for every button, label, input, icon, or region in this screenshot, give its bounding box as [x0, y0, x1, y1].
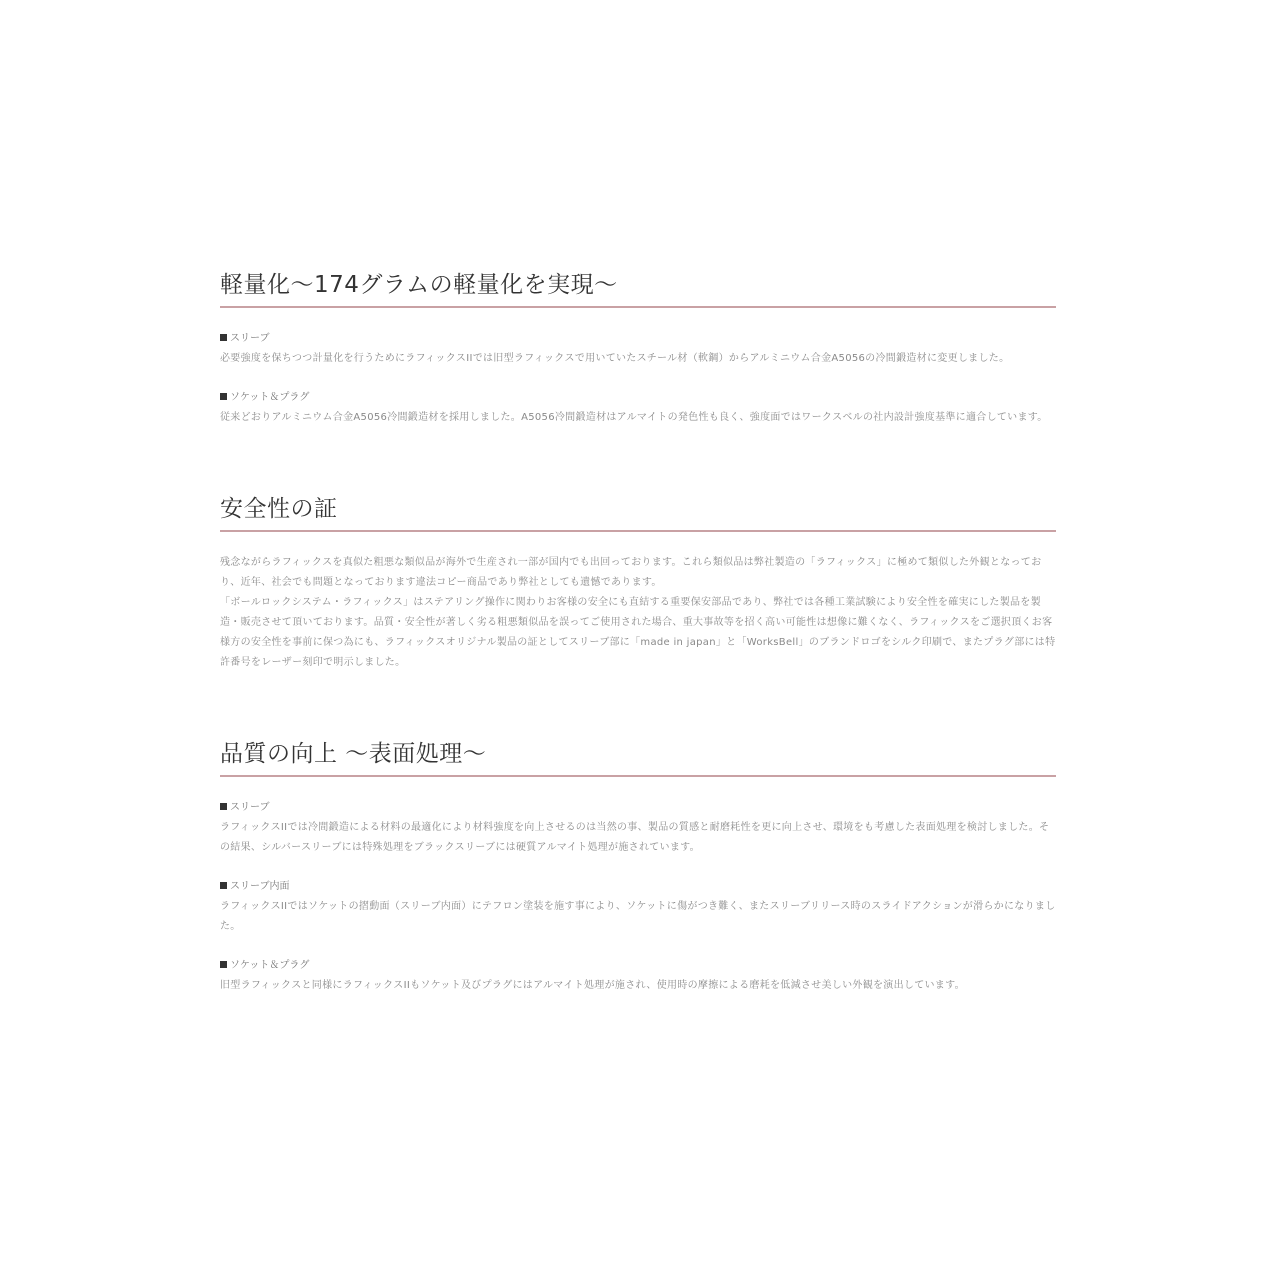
- square-bullet-icon: [220, 803, 227, 810]
- block-socket-plug: [220, 956, 1056, 996]
- square-bullet-icon: [220, 882, 227, 889]
- section-quality-surface-treatment: [220, 737, 1056, 996]
- paragraph: 「ボールロックシステム・ラフィックス」はステアリング操作に関わりお客様の安全にも直結する重要保安部品であり、弊社では各種工業試験により安全性を確実にした製品を製造・販売させて頂いております。品質・安全性が著しく劣る粗悪類似品を誤ってご使用された場合、重大事故等を招く高い可能性は想像に難くなく、ラフィックスをご選択頂くお客様方の安全性を事前に保つ為にも、ラフィックスオリジナル製品の証としてスリーブ部に「made in japan」と「WorksBell」のブランドロゴをシルク印刷で、またプラグ部には特許番号をレーザー刻印で明示しました。: [220, 597, 1056, 668]
- block-text: ラフィックスIIではソケットの摺動面（スリーブ内面）にテフロン塗装を施す事により、ソケットに傷がつき難く、またスリーブリリース時のスライドアクションが滑らかになりました。: [220, 901, 1056, 932]
- block-label-text: スリーブ内面: [230, 881, 290, 892]
- section-title: 安全性の証: [220, 492, 1056, 532]
- block-text: 旧型ラフィックスと同様にラフィックスIIもソケット及びプラグにはアルマイト処理が施され、使用時の摩擦による磨耗を低減させ美しい外観を演出しています。: [220, 980, 965, 991]
- block-label: [220, 329, 1056, 349]
- section-body: [220, 532, 1056, 673]
- block-label: [220, 798, 1056, 818]
- square-bullet-icon: [220, 393, 227, 400]
- block-text: 必要強度を保ちつつ計量化を行うためにラフィックスIIでは旧型ラフィックスで用いていたスチール材（軟鋼）からアルミニウム合金A5056の冷間鍛造材に変更しました。: [220, 353, 1010, 364]
- block-text: ラフィックスIIでは冷間鍛造による材料の最適化により材料強度を向上させるのは当然の事、製品の質感と耐磨耗性を更に向上させ、環境をも考慮した表面処理を検討しました。その結果、シルバースリーブには特殊処理をブラックスリーブには硬質アルマイト処理が施されています。: [220, 822, 1050, 853]
- section-proof-of-safety: [220, 492, 1056, 673]
- section-body: [220, 308, 1056, 428]
- block-sleeve: [220, 329, 1056, 369]
- section-title: 品質の向上 ～表面処理～: [220, 737, 1056, 777]
- block-sleeve: [220, 798, 1056, 858]
- section-title: 軽量化～174グラムの軽量化を実現～: [220, 268, 1056, 308]
- paragraph: 残念ながらラフィックスを真似た粗悪な類似品が海外で生産され一部が国内でも出回っております。これら類似品は弊社製造の「ラフィックス」に極めて類似した外観となっており、近年、社会でも問題となっております違法コピー商品であり弊社としても遺憾であります。: [220, 557, 1042, 588]
- square-bullet-icon: [220, 334, 227, 341]
- block-socket-plug: [220, 388, 1056, 428]
- block-label: [220, 956, 1056, 976]
- block-text: 従来どおりアルミニウム合金A5056冷間鍛造材を採用しました。A5056冷間鍛造材はアルマイトの発色性も良く、強度面ではワークスベルの社内設計強度基準に適合しています。: [220, 412, 1048, 423]
- section-body: [220, 777, 1056, 996]
- block-label-text: ソケット＆プラグ: [230, 392, 310, 403]
- block-sleeve-inner: [220, 877, 1056, 937]
- block-label-text: ソケット＆プラグ: [230, 960, 310, 971]
- block-label-text: スリーブ: [230, 333, 270, 344]
- block-label: [220, 388, 1056, 408]
- section-weight-reduction: [220, 268, 1056, 428]
- content-column: [220, 268, 1056, 996]
- square-bullet-icon: [220, 961, 227, 968]
- block-label: [220, 877, 1056, 897]
- block-label-text: スリーブ: [230, 802, 270, 813]
